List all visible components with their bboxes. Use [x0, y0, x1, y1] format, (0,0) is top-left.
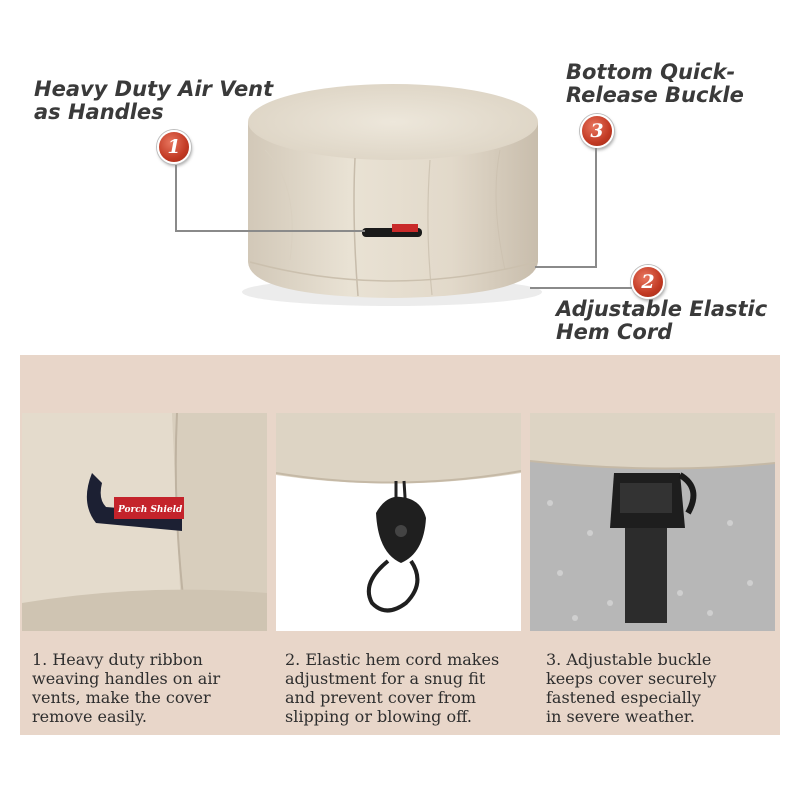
- callout-3-line1: Bottom Quick-: [566, 60, 736, 84]
- feature-2-caption: [285, 650, 530, 726]
- callout-1-line1: Heavy Duty Air Vent: [34, 77, 274, 101]
- callout-2-line2: Hem Cord: [556, 320, 673, 344]
- feature-3-caption-line: 3. Adjustable buckle: [546, 650, 712, 669]
- feature-1-caption-line: vents, make the cover: [32, 688, 211, 707]
- callout-3-title: [566, 61, 744, 107]
- feature-1-caption: [32, 650, 277, 726]
- callout-2-leader-h: [530, 287, 632, 289]
- callout-2-line1: Adjustable Elastic: [556, 297, 768, 321]
- callout-1-leader-h: [175, 230, 365, 232]
- feature-2-caption-line: and prevent cover from: [285, 688, 477, 707]
- feature-1-caption-line: 1. Heavy duty ribbon: [32, 650, 203, 669]
- feature-3-caption: [546, 650, 791, 726]
- feature-2-caption-line: slipping or blowing off.: [285, 707, 472, 726]
- feature-2-caption-line: adjustment for a snug fit: [285, 669, 486, 688]
- callout-1-title: [34, 78, 273, 124]
- callout-1-badge: 1: [157, 130, 191, 164]
- callout-3-badge: 3: [580, 114, 614, 148]
- feature-3-caption-line: fastened especially: [546, 688, 701, 707]
- feature-3-caption-line: keeps cover securely: [546, 669, 717, 688]
- callout-3-line2: Release Buckle: [566, 83, 744, 107]
- callout-1-leader-v: [175, 165, 177, 231]
- callout-2-badge: 2: [631, 265, 665, 299]
- feature-2-caption-line: 2. Elastic hem cord makes: [285, 650, 500, 669]
- feature-3-caption-line: in severe weather.: [546, 707, 695, 726]
- feature-1-caption-line: weaving handles on air: [32, 669, 221, 688]
- feature-2-photo: [276, 413, 521, 631]
- feature-1-caption-line: remove easily.: [32, 707, 147, 726]
- feature-1-photo: [22, 413, 267, 631]
- brand-label: Porch Shield: [118, 505, 183, 515]
- callout-3-leader-h: [535, 266, 597, 268]
- callout-2-title: [556, 298, 767, 344]
- callout-3-leader-v: [595, 148, 597, 268]
- feature-3-photo: [530, 413, 775, 631]
- callout-1-line2: as Handles: [34, 100, 164, 124]
